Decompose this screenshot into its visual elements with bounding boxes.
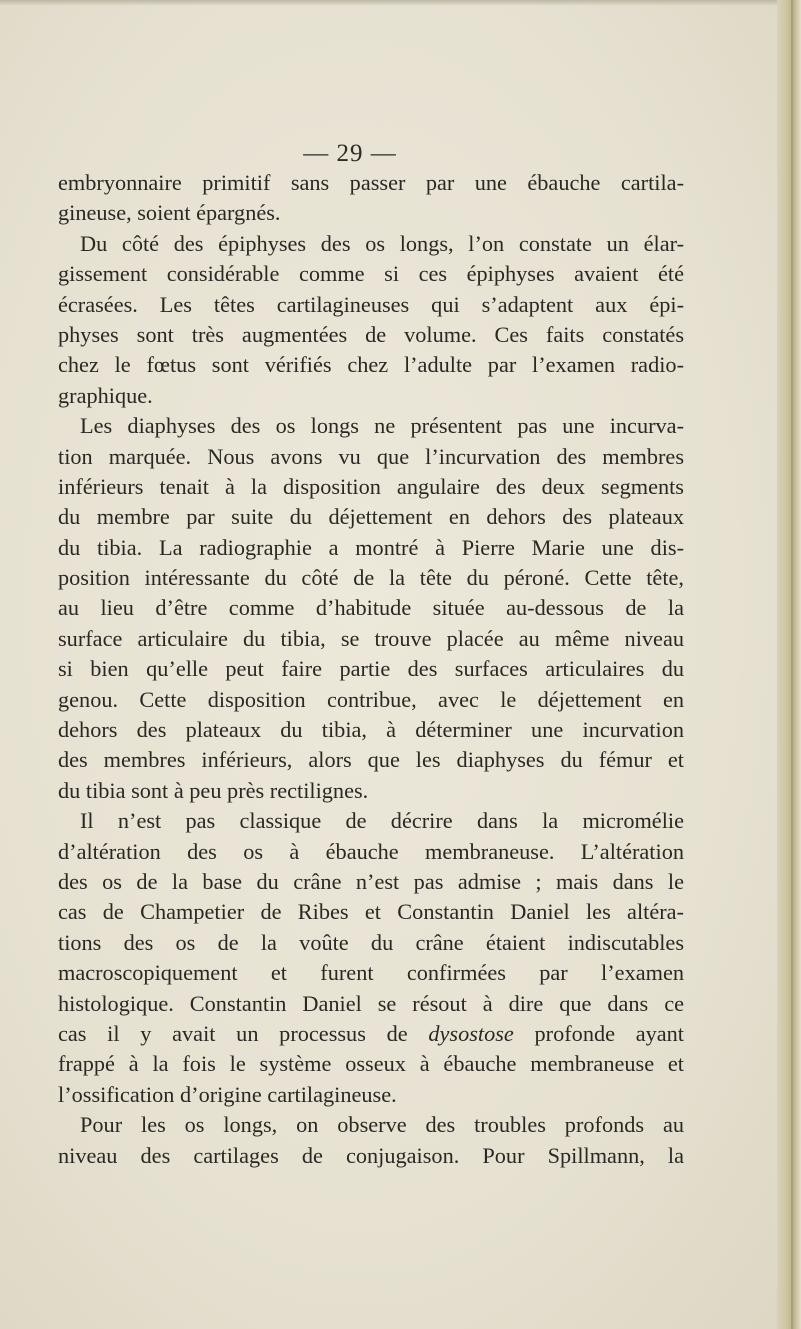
text-line: du membre par suite du déjettement en dehors des plateaux xyxy=(58,504,684,530)
text-line: du tibia. La radiographie a montré à Pierre Marie une dis- xyxy=(58,534,684,560)
text-line: genou. Cette disposition contribue, avec le déjettement en xyxy=(58,686,684,712)
text-line: au lieu d’être comme d’habitude située au-dessous de la xyxy=(58,595,684,621)
text-line: du tibia sont à peu près rectilignes. xyxy=(58,777,369,803)
page-number: — 29 — xyxy=(303,140,397,167)
text-line: graphique. xyxy=(58,382,153,408)
text-line: Du côté des épiphyses des os longs, l’on constate un élar- xyxy=(80,230,684,256)
text-line: Pour les os longs, on observe des troubles profonds au xyxy=(80,1112,684,1138)
page-edge-line xyxy=(791,0,793,1329)
text-line: d’altération des os à ébauche membraneuse. L’altération xyxy=(58,838,684,864)
text-line: chez le fœtus sont vérifiés chez l’adulte par l’examen radio- xyxy=(58,352,684,378)
text-line: des os de la base du crâne n’est pas admise ; mais dans le xyxy=(58,868,684,894)
text-line xyxy=(58,1019,684,1049)
body-text xyxy=(58,168,684,1171)
text-line: Les diaphyses des os longs ne présentent pas une incurva- xyxy=(80,413,684,439)
text-line: cas de Champetier de Ribes et Constantin Daniel les altéra- xyxy=(58,899,684,925)
text-line: si bien qu’elle peut faire partie des surfaces articulaires du xyxy=(58,656,684,682)
text-line: histologique. Constantin Daniel se résout à dire que dans ce xyxy=(58,990,684,1016)
text-line: l’ossification d’origine cartilagineuse. xyxy=(58,1081,397,1107)
text-segment: profonde ayant xyxy=(513,1020,685,1046)
italic-term: dysostose xyxy=(428,1020,514,1046)
text-line: surface articulaire du tibia, se trouve placée au même niveau xyxy=(58,625,684,651)
page-binding-edge xyxy=(777,0,801,1329)
text-line: gissement considérable comme si ces épiphyses avaient été xyxy=(58,261,684,287)
text-line: niveau des cartilages de conjugaison. Pour Spillmann, la xyxy=(58,1142,684,1168)
text-line: Il n’est pas classique de décrire dans la micromélie xyxy=(80,808,684,834)
text-line: écrasées. Les têtes cartilagineuses qui s’adaptent aux épi- xyxy=(58,291,684,317)
text-line: gineuse, soient épargnés. xyxy=(58,200,281,226)
text-line: frappé à la fois le système osseux à ébauche membraneuse et xyxy=(58,1051,684,1077)
text-line: tions des os de la voûte du crâne étaient indiscutables xyxy=(58,929,684,955)
text-line: embryonnaire primitif sans passer par une ébauche cartila- xyxy=(58,170,684,195)
text-line: tion marquée. Nous avons vu que l’incurvation des membres xyxy=(58,443,684,469)
text-line: physes sont très augmentées de volume. Ces faits constatés xyxy=(58,321,684,347)
page-top-shadow xyxy=(0,0,801,6)
text-line: position intéressante du côté de la tête du péroné. Cette tête, xyxy=(58,565,684,591)
text-segment: cas il y avait un processus de xyxy=(58,1020,429,1046)
text-line: dehors des plateaux du tibia, à déterminer une incurvation xyxy=(58,717,684,743)
text-line: inférieurs tenait à la disposition angulaire des deux segments xyxy=(58,473,684,499)
text-line: des membres inférieurs, alors que les diaphyses du fémur et xyxy=(58,747,684,773)
text-line: macroscopiquement et furent confirmées par l’examen xyxy=(58,960,684,986)
